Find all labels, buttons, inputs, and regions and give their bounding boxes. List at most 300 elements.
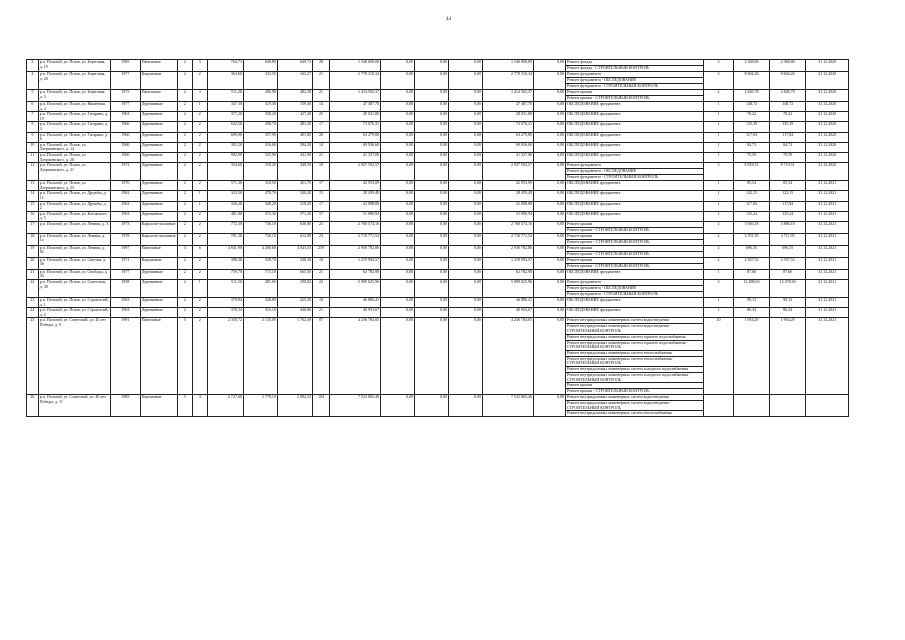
- cell-residents: 18: [312, 163, 329, 181]
- cell-date: 31.12.2021: [806, 181, 849, 191]
- cell-material: Панельные: [140, 60, 177, 72]
- cell-works: [565, 191, 703, 201]
- cell-living-area: 316,60: [243, 142, 277, 152]
- cell-material: Деревянные: [140, 201, 177, 211]
- cell-residential-area: 446,06: [277, 308, 312, 318]
- cell-residential-area: 425,20: [277, 298, 312, 308]
- cell-total-cost: 2 930 782,86: [329, 245, 380, 257]
- work-item: Ремонт внутридомовых инженерных систем водоотведения - СТРОИТЕЛЬНЫЙ КОНТРОЛЬ: [566, 324, 703, 334]
- table-body: [27, 60, 849, 417]
- work-item: Ремонт крыши: [566, 234, 703, 240]
- cell-material: Каркасно-засыпные: [140, 233, 177, 245]
- cell-cost-e: 0,00: [534, 395, 566, 417]
- cell-floors: 2: [177, 152, 192, 162]
- cell-max-cost: 86,34: [770, 308, 806, 318]
- cell-year: 1958: [110, 280, 140, 298]
- cell-cost-c: 0,00: [449, 122, 483, 132]
- cell-cost-e: 0,00: [534, 245, 566, 257]
- cell-cost-b: 0,00: [414, 211, 448, 221]
- cell-cost-c: 0,00: [449, 308, 483, 318]
- work-item: Ремонт фундамента - ОБСЛЕДОВАНИЕ: [566, 286, 703, 292]
- cell-cost-e: 0,00: [534, 163, 566, 181]
- cell-year: 1977: [110, 72, 140, 90]
- work-item: ОБСЛЕДОВАНИЕ фундамента: [566, 152, 621, 157]
- cell-date: 31.12.2021: [806, 308, 849, 318]
- cell-cost-a: 0,00: [380, 90, 414, 102]
- cell-total-cost: 47 487,70: [329, 102, 380, 112]
- cell-unit: 1: [704, 142, 734, 152]
- cell-living-area: 348,20: [243, 201, 277, 211]
- cell-cost-e: 0,00: [534, 269, 566, 279]
- work-item: Ремонт крыши: [566, 246, 703, 252]
- cell-living-area: 525,90: [243, 152, 277, 162]
- cell-unit: 2: [704, 90, 734, 102]
- work-item: Ремонт крыши - СТРОИТЕЛЬНЫЙ КОНТРОЛЬ: [566, 95, 650, 100]
- cell-floors: 2: [177, 122, 192, 132]
- cell-cost-e: 0,00: [534, 211, 566, 221]
- cell-year: 1991: [110, 318, 140, 395]
- cell-total-area: 582,90: [207, 152, 243, 162]
- work-item: Ремонт внутридомовых инженерных систем водоотведения: [566, 395, 703, 401]
- cell-total-cost: 40 953,67: [329, 308, 380, 318]
- cell-cost-c: 0,00: [449, 152, 483, 162]
- cell-unit-cost: 12 488,63: [733, 280, 769, 298]
- cell-cost-c: 0,00: [449, 211, 483, 221]
- cell-n: 16: [27, 211, 39, 221]
- cell-residential-area: 290,82: [277, 280, 312, 298]
- cell-cost-b: 0,00: [414, 90, 448, 102]
- cell-year: 1962: [110, 191, 140, 201]
- cell-address: р.п. Пологий, ул. Псков, ул. Светлая, д. 36: [38, 257, 110, 269]
- cell-address: р.п. Пологий, ул. Псков, ул. Котовского, д. 5: [38, 211, 110, 221]
- cell-material: Деревянные: [140, 269, 177, 279]
- cell-address: р.п. Пологий, ул. Псков, ул. Дзержинского, д. 20: [38, 152, 110, 162]
- cell-residents: 21: [312, 72, 329, 90]
- cell-address: р.п. Пологий, ул. Псков, ул. Дзержинского, д. 14: [38, 142, 110, 152]
- cell-entrances: 2: [192, 269, 207, 279]
- cell-year: 1963: [110, 298, 140, 308]
- cell-living-area: 2 135,09: [243, 318, 277, 395]
- cell-unit: 1: [704, 152, 734, 162]
- cell-address: р.п. Пологий, ул. Псков, ул. Дзержинского, д. 21: [38, 163, 110, 181]
- cell-n: 13: [27, 181, 39, 191]
- table-row: [27, 395, 849, 417]
- cell-cost-b: 0,00: [414, 201, 448, 211]
- cell-cost-b: 0,00: [414, 257, 448, 269]
- cell-residents: 17: [312, 122, 329, 132]
- cell-unit-cost: 122,15: [733, 191, 769, 201]
- cell-cost-d: 63 279,80: [483, 132, 534, 142]
- cell-total-cost: 1 540 000,00: [329, 60, 380, 72]
- cell-residents: 17: [312, 201, 329, 211]
- cell-material: Деревянные: [140, 191, 177, 201]
- cell-unit: 1: [704, 122, 734, 132]
- cell-floors: 2: [177, 132, 192, 142]
- cell-cost-d: 41 337,06: [483, 152, 534, 162]
- work-item: ОБСЛЕДОВАНИЕ фундамента: [566, 307, 621, 313]
- cell-date: 31.12.2021: [806, 257, 849, 269]
- cell-residential-area: 394,20: [277, 142, 312, 152]
- cell-cost-e: 0,00: [534, 233, 566, 245]
- cell-works: [565, 211, 703, 221]
- cell-cost-b: 0,00: [414, 233, 448, 245]
- cell-material: Деревянные: [140, 112, 177, 122]
- cell-total-area: 377,20: [207, 112, 243, 122]
- cell-entrances: 1: [192, 191, 207, 201]
- work-item: ОБСЛЕДОВАНИЕ фундамента: [566, 211, 621, 216]
- cell-total-area: 2 350,72: [207, 318, 243, 395]
- cell-cost-a: 0,00: [380, 122, 414, 132]
- cell-cost-e: 0,00: [534, 221, 566, 233]
- work-item: Ремонт внутридомовых инженерных систем теплоснабжения: [566, 410, 672, 416]
- cell-cost-a: 0,00: [380, 72, 414, 90]
- cell-cost-e: 0,00: [534, 308, 566, 318]
- cell-cost-c: 0,00: [449, 90, 483, 102]
- cell-max-cost: 117,84: [770, 132, 806, 142]
- work-item: ОБСЛЕДОВАНИЕ фундамента: [566, 101, 621, 106]
- cell-living-area: 736,10: [243, 233, 277, 245]
- cell-year: 1963: [110, 211, 140, 221]
- cell-total-cost: 4 236 784,05: [329, 318, 380, 395]
- cell-year: 1963: [110, 112, 140, 122]
- cell-total-area: 354,60: [207, 163, 243, 181]
- cell-unit-cost: 148,72: [733, 102, 769, 112]
- cell-unit-cost: 70,59: [733, 152, 769, 162]
- cell-floors: 2: [177, 201, 192, 211]
- cell-unit-cost: 2 846,78: [733, 90, 769, 102]
- cell-cost-c: 0,00: [449, 233, 483, 245]
- cell-living-area: 372,30: [243, 211, 277, 221]
- cell-residents: 17: [312, 211, 329, 221]
- cell-total-area: 4 841,90: [207, 245, 243, 257]
- cell-residential-area: 451,70: [277, 181, 312, 191]
- cell-cost-b: 0,00: [414, 221, 448, 233]
- cell-cost-d: 1 414 565,37: [483, 90, 534, 102]
- cell-entrances: 2: [192, 211, 207, 221]
- cell-material: Деревянные: [140, 298, 177, 308]
- cell-date: 31.12.2021: [806, 191, 849, 201]
- cell-entrances: 2: [192, 221, 207, 233]
- cell-date: 31.12.2020: [806, 102, 849, 112]
- cell-cost-e: 0,00: [534, 102, 566, 112]
- cell-residents: 87: [312, 318, 329, 395]
- cell-works: [565, 112, 703, 122]
- cell-works: [565, 269, 703, 279]
- cell-unit: 1: [704, 298, 734, 308]
- cell-residents: 22: [312, 280, 329, 298]
- work-item: Ремонт крыши: [566, 258, 703, 264]
- cell-year: 1985: [110, 60, 140, 72]
- work-item: Ремонт крыши - СТРОИТЕЛЬНЫЙ КОНТРОЛЬ: [566, 388, 650, 394]
- cell-address: р.п. Пологий, ул. Псков, ул. Гагарина, д. 19: [38, 112, 110, 122]
- cell-floors: 3: [177, 245, 192, 257]
- cell-year: 1960: [110, 152, 140, 162]
- cell-entrances: 2: [192, 308, 207, 318]
- table-row: [27, 122, 849, 132]
- cell-cost-e: 0,00: [534, 122, 566, 132]
- cell-total-area: 398,30: [207, 257, 243, 269]
- cell-unit: 1: [704, 112, 734, 122]
- cell-address: р.п. Пологий, ул. Псков, ул. Береговая, д. 20: [38, 72, 110, 90]
- cell-residents: 23: [312, 221, 329, 233]
- cell-cost-b: 0,00: [414, 395, 448, 417]
- work-item: ОБСЛЕДОВАНИЕ фундамента: [566, 111, 621, 117]
- cell-year: 1963: [110, 308, 140, 318]
- cell-residential-area: 481,80: [277, 132, 312, 142]
- table-row: [27, 221, 849, 233]
- cell-unit-cost: 8 604,26: [733, 72, 769, 90]
- cell-n: 17: [27, 221, 39, 233]
- cell-living-area: 715,10: [243, 269, 277, 279]
- table-row: [27, 257, 849, 269]
- cell-works: [565, 132, 703, 142]
- cell-unit-cost: 87,60: [733, 269, 769, 279]
- cell-total-area: 363,60: [207, 72, 243, 90]
- table-row: [27, 132, 849, 142]
- cell-max-cost: 2 557,52: [770, 257, 806, 269]
- cell-cost-d: 1 540 000,00: [483, 60, 534, 72]
- cell-cost-e: 0,00: [534, 201, 566, 211]
- table-row: [27, 298, 849, 308]
- cell-unit: 2: [704, 257, 734, 269]
- cell-floors: 2: [177, 90, 192, 102]
- cell-unit: 3: [704, 72, 734, 90]
- cell-unit-cost: [733, 395, 769, 417]
- cell-residential-area: 371,20: [277, 211, 312, 221]
- cell-n: 10: [27, 142, 39, 152]
- cell-cost-d: 46 886,41: [483, 298, 534, 308]
- cell-floors: 2: [177, 163, 192, 181]
- cell-cost-b: 0,00: [414, 245, 448, 257]
- cell-max-cost: 3 711,95: [770, 233, 806, 245]
- cell-max-cost: 135,39: [770, 122, 806, 132]
- cell-living-area: 496,90: [243, 90, 277, 102]
- table-row: [27, 152, 849, 162]
- cell-residential-area: 427,20: [277, 112, 312, 122]
- cell-max-cost: 3 886,18: [770, 221, 806, 233]
- cell-max-cost: 70,59: [770, 152, 806, 162]
- cell-address: р.п. Пологий, ул. Псков, ул. Гагарина, д. 3: [38, 122, 110, 132]
- cell-cost-a: 0,00: [380, 181, 414, 191]
- cell-cost-e: 0,00: [534, 298, 566, 308]
- cell-date: 31.12.2021: [806, 211, 849, 221]
- cell-entrances: 2: [192, 233, 207, 245]
- cell-cost-a: 0,00: [380, 60, 414, 72]
- cell-residential-area: 318,20: [277, 201, 312, 211]
- cell-cost-d: 47 487,70: [483, 102, 534, 112]
- cell-unit-cost: 1 954,29: [733, 318, 769, 395]
- cell-entrances: 4: [192, 395, 207, 417]
- cell-residential-area: 338,30: [277, 257, 312, 269]
- cell-unit: 1: [704, 211, 734, 221]
- cell-residential-area: 2 082,53: [277, 395, 312, 417]
- cell-n: 22: [27, 280, 39, 298]
- cell-material: Панельные: [140, 245, 177, 257]
- cell-cost-d: 4 236 784,05: [483, 318, 534, 395]
- cell-floors: 5: [177, 318, 192, 395]
- cell-address: р.п. Пологий, ул. Псков, ул. Дружбы, д. 2: [38, 201, 110, 211]
- cell-unit: 2: [704, 221, 734, 233]
- cell-entrances: 2: [192, 181, 207, 191]
- cell-total-cost: 51 080,94: [329, 211, 380, 221]
- work-item: Ремонт крыши - СТРОИТЕЛЬНЫЙ КОНТРОЛЬ: [566, 238, 650, 244]
- cell-date: 31.12.2021: [806, 318, 849, 395]
- cell-living-area: 4 200,60: [243, 245, 277, 257]
- cell-residents: 23: [312, 233, 329, 245]
- cell-cost-b: 0,00: [414, 142, 448, 152]
- cell-year: 1960: [110, 132, 140, 142]
- cell-cost-a: 0,00: [380, 152, 414, 162]
- cell-unit: 3: [704, 163, 734, 181]
- cell-cost-c: 0,00: [449, 245, 483, 257]
- cell-address: р.п. Пологий, ул. Псков, ул. Ленина, д. 3: [38, 221, 110, 233]
- cell-cost-d: 42 953,09: [483, 181, 534, 191]
- work-item: ОБСЛЕДОВАНИЕ фундамента: [566, 142, 621, 147]
- cell-date: 31.12.2021: [806, 245, 849, 257]
- cell-total-area: 379,84: [207, 298, 243, 308]
- table-row: [27, 90, 849, 102]
- work-item: Ремонт фундамента: [566, 280, 703, 286]
- cell-date: 31.12.2020: [806, 72, 849, 90]
- cell-max-cost: 90,13: [770, 298, 806, 308]
- cell-cost-d: 41 088,80: [483, 201, 534, 211]
- cell-entrances: 2: [192, 122, 207, 132]
- cell-n: 8: [27, 122, 39, 132]
- cell-cost-a: 0,00: [380, 112, 414, 122]
- cell-year: 1977: [110, 269, 140, 279]
- cell-unit-cost: 86,34: [733, 308, 769, 318]
- cell-total-area: 511,20: [207, 90, 243, 102]
- cell-cost-c: 0,00: [449, 257, 483, 269]
- cell-entrances: 1: [192, 280, 207, 298]
- cell-residents: 15: [312, 191, 329, 201]
- cell-cost-d: 40 953,67: [483, 308, 534, 318]
- cell-cost-b: 0,00: [414, 122, 448, 132]
- cell-cost-c: 0,00: [449, 298, 483, 308]
- cell-total-cost: 28 031,80: [329, 112, 380, 122]
- cell-cost-c: 0,00: [449, 269, 483, 279]
- cell-entrances: 2: [192, 112, 207, 122]
- cell-total-cost: 73 076,31: [329, 122, 380, 132]
- cell-material: Деревянные: [140, 132, 177, 142]
- cell-cost-b: 0,00: [414, 308, 448, 318]
- cell-floors: 2: [177, 60, 192, 72]
- cell-entrances: 1: [192, 102, 207, 112]
- cell-unit-cost: 85,54: [733, 181, 769, 191]
- cell-date: 31.12.2020: [806, 152, 849, 162]
- cell-cost-c: 0,00: [449, 201, 483, 211]
- cell-cost-a: 0,00: [380, 201, 414, 211]
- work-item: ОБСЛЕДОВАНИЕ фундамента: [566, 121, 621, 127]
- cell-entrances: 2: [192, 142, 207, 152]
- cell-living-area: 326,80: [243, 298, 277, 308]
- cell-total-cost: 5 909 025,96: [329, 280, 380, 298]
- cell-n: 23: [27, 298, 39, 308]
- cell-material: Деревянные: [140, 308, 177, 318]
- cell-works: [565, 221, 703, 233]
- cell-max-cost: 87,60: [770, 269, 806, 279]
- cell-works: [565, 90, 703, 102]
- cell-cost-b: 0,00: [414, 102, 448, 112]
- cell-material: Кирпичные: [140, 395, 177, 417]
- cell-total-area: 632,50: [207, 122, 243, 132]
- work-item: Ремонт крыши - СТРОИТЕЛЬНЫЙ КОНТРОЛЬ: [566, 250, 650, 256]
- cell-residential-area: 649,73: [277, 60, 312, 72]
- cell-floors: 2: [177, 298, 192, 308]
- work-item: ОБСЛЕДОВАНИЕ фундамента: [566, 190, 621, 196]
- table-row: [27, 245, 849, 257]
- cell-living-area: 358,20: [243, 112, 277, 122]
- cell-unit-cost: 84,73: [733, 142, 769, 152]
- cell-living-area: 316,10: [243, 308, 277, 318]
- cell-max-cost: 2 846,78: [770, 90, 806, 102]
- cell-n: 9: [27, 132, 39, 142]
- cell-address: р.п. Пологий, ул. Псков, ул. Строителей, д. 2: [39, 307, 109, 317]
- work-item: Ремонт фундамента: [566, 72, 703, 78]
- cell-unit: 1: [704, 132, 734, 142]
- cell-cost-d: 28 459,49: [483, 191, 534, 201]
- cell-cost-c: 0,00: [449, 191, 483, 201]
- cell-year: 1973: [110, 221, 140, 233]
- cell-entrances: 3: [192, 60, 207, 72]
- cell-works: [565, 163, 703, 181]
- cell-living-area: 2 778,10: [243, 395, 277, 417]
- cell-cost-d: 69 936,60: [483, 142, 534, 152]
- cell-cost-d: 2 778 316,34: [483, 72, 534, 90]
- cell-max-cost: 12 478,60: [770, 280, 806, 298]
- cell-n: 15: [27, 201, 39, 211]
- cell-residential-area: 612,90: [277, 233, 312, 245]
- cell-total-cost: 1 414 565,37: [329, 90, 380, 102]
- cell-cost-b: 0,00: [414, 269, 448, 279]
- cell-cost-c: 0,00: [449, 132, 483, 142]
- cell-material: Кирпичные: [140, 257, 177, 269]
- cell-date: 31.12.2020: [806, 132, 849, 142]
- cell-works: [565, 298, 703, 308]
- cell-residents: 14: [312, 142, 329, 152]
- cell-total-area: 699,00: [207, 132, 243, 142]
- cell-cost-b: 0,00: [414, 181, 448, 191]
- cell-cost-c: 0,00: [449, 318, 483, 395]
- cell-residential-area: 349,50: [277, 163, 312, 181]
- cell-floors: 2: [177, 112, 192, 122]
- cell-floors: 2: [177, 233, 192, 245]
- cell-living-area: 318,50: [243, 181, 277, 191]
- work-item: Ремонт внутридомовых инженерных систем горячего водоснабжения - СТРОИТЕЛЬНЫЙ КОНТРОЛЬ: [566, 341, 703, 351]
- cell-cost-a: 0,00: [380, 221, 414, 233]
- cell-unit: 1: [704, 308, 734, 318]
- table-row: [27, 181, 849, 191]
- cell-total-area: 336,20: [207, 201, 243, 211]
- cell-cost-e: 0,00: [534, 318, 566, 395]
- table-row: [27, 280, 849, 298]
- cell-floors: 2: [177, 211, 192, 221]
- cell-cost-e: 0,00: [534, 152, 566, 162]
- cell-total-area: 347,30: [207, 102, 243, 112]
- cell-cost-a: 0,00: [380, 102, 414, 112]
- cell-cost-c: 0,00: [449, 72, 483, 90]
- cell-entrances: 3: [192, 90, 207, 102]
- work-item: ОБСЛЕДОВАНИЕ фундамента: [566, 180, 621, 186]
- cell-unit: 3: [704, 280, 734, 298]
- cell-unit: 1: [704, 181, 734, 191]
- cell-works: [565, 102, 703, 112]
- cell-works: [565, 257, 703, 269]
- cell-total-cost: 63 279,80: [329, 132, 380, 142]
- cell-total-cost: 42 953,09: [329, 181, 380, 191]
- cell-cost-d: 1 219 994,57: [483, 257, 534, 269]
- cell-unit-cost: 696,35: [733, 245, 769, 257]
